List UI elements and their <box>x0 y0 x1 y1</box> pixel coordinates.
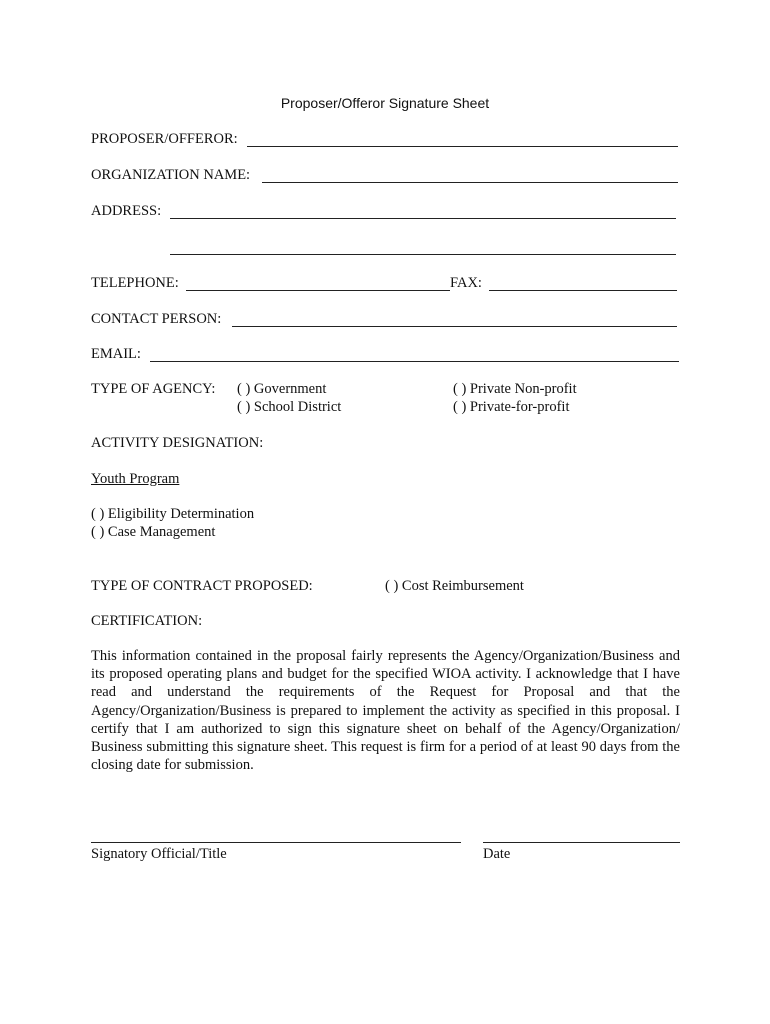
signature-line[interactable] <box>91 842 461 843</box>
proposer-label: PROPOSER/OFFEROR: <box>91 131 238 147</box>
certification-label: CERTIFICATION: <box>91 613 203 629</box>
activity-option-eligibility[interactable]: ( ) Eligibility Determination <box>91 506 255 522</box>
contact-field[interactable] <box>232 326 677 327</box>
page-title: Proposer/Offeror Signature Sheet <box>280 95 490 111</box>
email-label: EMAIL: <box>91 346 141 362</box>
agency-option-government[interactable]: ( ) Government <box>237 381 327 397</box>
address-field-line2[interactable] <box>170 254 676 255</box>
contract-option-cost-reimbursement[interactable]: ( ) Cost Reimbursement <box>385 578 524 594</box>
certification-text: This information contained in the proposal fairly represents the Agency/Organization/Business and its proposed operating plans and budget for the specified WIOA activity. I acknowledge that I have read and understand the requirements of the Request for Proposal and that the Agency/Organization/Business is prepared to implement the activity as specified in this proposal. I certify that I am authorized to sign this signature sheet on behalf of the Agency/Organization/ Business submitting this signature sheet. This request is firm for a period of at least 90 days from the closing date for submission. <box>91 648 680 774</box>
activity-option-case-management[interactable]: ( ) Case Management <box>91 524 216 540</box>
address-label: ADDRESS: <box>91 203 162 219</box>
date-label: Date <box>483 846 511 862</box>
agency-option-private-nonprofit[interactable]: ( ) Private Non-profit <box>453 381 577 397</box>
agency-option-private-for-profit[interactable]: ( ) Private-for-profit <box>453 399 570 415</box>
organization-field[interactable] <box>262 182 678 183</box>
activity-label: ACTIVITY DESIGNATION: <box>91 435 264 451</box>
fax-label: FAX: <box>450 275 482 291</box>
youth-program-heading: Youth Program <box>91 471 180 487</box>
email-field[interactable] <box>150 361 679 362</box>
address-field-line1[interactable] <box>170 218 676 219</box>
date-line[interactable] <box>483 842 680 843</box>
telephone-label: TELEPHONE: <box>91 275 179 291</box>
proposer-field[interactable] <box>247 146 678 147</box>
telephone-field[interactable] <box>186 290 450 291</box>
fax-field[interactable] <box>489 290 677 291</box>
agency-label: TYPE OF AGENCY: <box>91 381 216 397</box>
contact-label: CONTACT PERSON: <box>91 311 222 327</box>
contract-label: TYPE OF CONTRACT PROPOSED: <box>91 578 313 594</box>
organization-label: ORGANIZATION NAME: <box>91 167 251 183</box>
agency-option-school-district[interactable]: ( ) School District <box>237 399 342 415</box>
signatory-label: Signatory Official/Title <box>91 846 227 862</box>
